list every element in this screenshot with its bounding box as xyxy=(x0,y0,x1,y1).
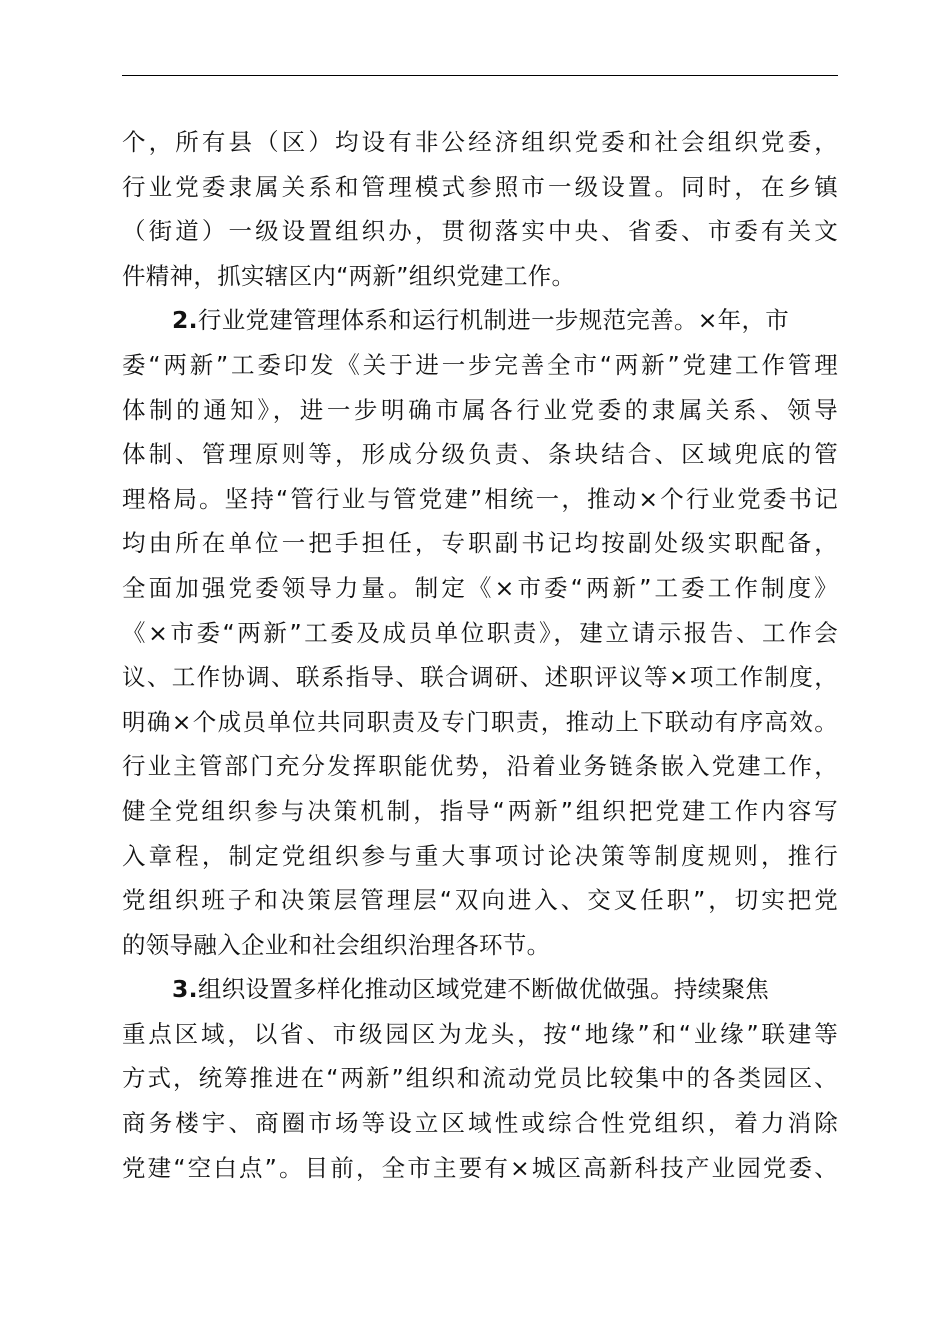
text-line: 党组织班子和决策层管理层“双向进入、交叉任职”，切实把党 xyxy=(122,886,838,915)
header-rule xyxy=(122,75,838,76)
text-line: 《×市委“两新”工委及成员单位职责》，建立请示报告、工作会 xyxy=(122,618,838,647)
paragraph-1 xyxy=(122,120,838,298)
text-line: 组织设置多样化推动区域党建不断做优做强。持续聚焦 xyxy=(197,975,770,1004)
text-line: 理格局。坚持“管行业与管党建”相统一，推动×个行业党委书记 xyxy=(122,484,838,513)
text-line: （街道）一级设置组织办，贯彻落实中央、省委、市委有关文 xyxy=(122,217,838,246)
text-line: 入章程，制定党组织参与重大事项讨论决策等制度规则，推行 xyxy=(122,841,838,870)
text-line: 体制、管理原则等，形成分级负责、条块结合、区域兜底的管 xyxy=(122,440,838,469)
text-line: 个，所有县（区）均设有非公经济组织党委和社会组织党委， xyxy=(122,128,838,156)
text-line: 方式，统筹推进在“两新”组织和流动党员比较集中的各类园区、 xyxy=(122,1064,838,1093)
paragraph-2 xyxy=(122,298,838,967)
paragraph-first-line xyxy=(122,967,838,1012)
text-line: 的领导融入企业和社会组织治理各环节。 xyxy=(122,930,551,959)
paragraph-first-line xyxy=(122,298,838,343)
text-line: 全面加强党委领导力量。制定《×市委“两新”工委工作制度》 xyxy=(122,573,838,602)
paragraph-3 xyxy=(122,967,838,1190)
text-line: 议、工作协调、联系指导、联合调研、述职评议等×项工作制度， xyxy=(122,663,838,692)
text-line: 行业主管部门充分发挥职能优势，沿着业务链条嵌入党建工作， xyxy=(122,752,838,781)
text-line: 健全党组织参与决策机制，指导“两新”组织把党建工作内容写 xyxy=(122,796,838,825)
text-line: 体制的通知》，进一步明确市属各行业党委的隶属关系、领导 xyxy=(122,395,838,424)
text-line: 明确×个成员单位共同职责及专门职责，推动上下联动有序高效。 xyxy=(122,707,838,736)
document-body xyxy=(122,120,838,1190)
text-line: 行业党委隶属关系和管理模式参照市一级设置。同时，在乡镇 xyxy=(122,172,838,201)
text-line: 均由所在单位一把手担任，专职副书记均按副处级实职配备， xyxy=(122,529,838,558)
text-line: 件精神，抓实辖区内“两新”组织党建工作。 xyxy=(122,261,576,290)
paragraph-number: 3. xyxy=(172,975,198,1004)
text-line: 行业党建管理体系和运行机制进一步规范完善。×年，市 xyxy=(197,306,790,335)
text-line: 重点区域，以省、市级园区为龙头，按“地缘”和“业缘”联建等 xyxy=(122,1019,838,1048)
text-line: 委“两新”工委印发《关于进一步完善全市“两新”党建工作管理 xyxy=(122,350,838,379)
text-line: 商务楼宇、商圈市场等设立区域性或综合性党组织，着力消除 xyxy=(122,1109,838,1138)
text-line: 党建“空白点”。目前，全市主要有×城区高新科技产业园党委、 xyxy=(122,1153,838,1182)
paragraph-number: 2. xyxy=(172,306,198,335)
